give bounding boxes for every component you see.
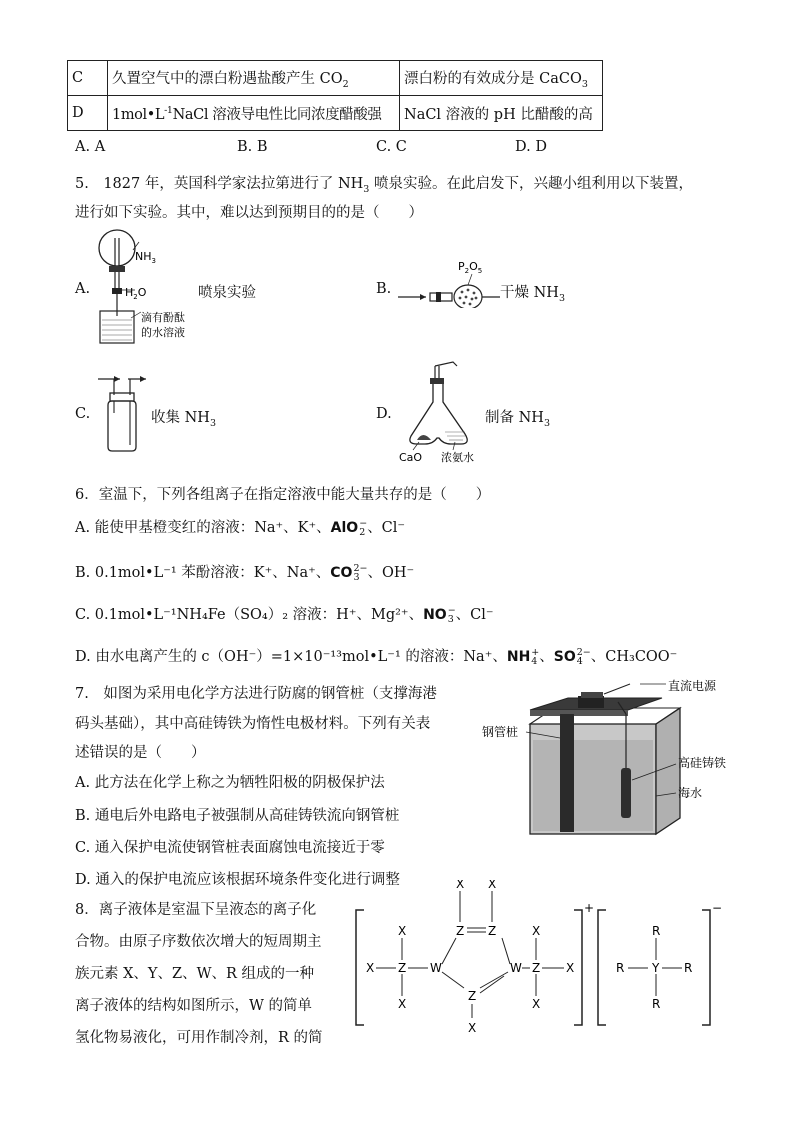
q5-option-c-label[interactable]: C. [75, 406, 91, 422]
solution-label-1: 滴有酚酞 [141, 311, 185, 324]
q8-stem-line3: 族元素 X、Y、Z、W、R 组成的一种 [75, 966, 315, 982]
q5-option-b-label[interactable]: B. [376, 281, 392, 297]
q6-option-d[interactable]: D. 由水电离产生的 c（OH⁻）=1×10⁻¹³mol•L⁻¹ 的溶液：Na⁺、NH+ 4 、SO2− 4 、CH₃COO⁻ [75, 647, 678, 667]
solution-label-2: 的水溶液 [141, 326, 185, 339]
table-row [68, 96, 603, 131]
table-cell: $1mol•L^{-1}NaCl$ 溶液导电性比同浓度醋酸强 [108, 96, 400, 131]
atom-w: W [430, 961, 442, 975]
table-row [68, 61, 603, 96]
ionic-liquid-structure-figure [346, 880, 726, 1040]
atom-x: X [456, 880, 465, 891]
cathodic-protection-figure [478, 672, 750, 840]
atom-w: W [510, 961, 522, 975]
q6-option-c[interactable]: C. 0.1mol•L⁻¹NH₄Fe（SO₄）₂ 溶液：H⁺、Mg²⁺、NO− 3 、Cl⁻ [75, 605, 494, 625]
atom-x: X [532, 997, 541, 1011]
q8-stem-line5: 氢化物易液化，可用作制冷剂，R 的简 [75, 1030, 323, 1046]
answer-table [67, 60, 603, 131]
h2o-label: $H_2O$ [125, 286, 147, 301]
q7-option-c[interactable]: C. 通入保护电流使钢管桩表面腐蚀电流接近于零 [75, 840, 385, 856]
atom-y: Y [652, 961, 660, 975]
q5-stem-line1: 5. 1827 年，英国科学家法拉第进行了 $NH_3$ 喷泉实验。在此启发下，兴趣小组利用以下装置， [75, 176, 693, 195]
q8-stem-line1: 8．离子液体是室温下呈液态的离子化 [75, 902, 317, 918]
q5-a-caption: 喷泉实验 [198, 285, 256, 301]
drying-tube-figure [396, 256, 506, 308]
q5-b-caption: 干燥 $NH_3$ [500, 285, 565, 304]
seawater-label: 海水 [678, 786, 703, 800]
q5-option-a-label[interactable]: A. [75, 281, 91, 297]
q5-option-d-label[interactable]: D. [376, 406, 392, 422]
table-cell: C [68, 61, 108, 96]
atom-r: R [652, 924, 661, 938]
atom-x: X [468, 1021, 477, 1035]
table-cell: NaCl 溶液的 pH 比醋酸的高 [400, 96, 603, 131]
q4-option-a[interactable]: A. A [75, 139, 106, 155]
q4-option-c[interactable]: C. C [376, 139, 407, 155]
atom-x: X [398, 997, 407, 1011]
table-cell: 久置空气中的漂白粉遇盐酸产生 $CO_2$ [108, 61, 400, 96]
q7-stem-line2: 码头基础），其中高硅铸铁为惰性电极材料。下列有关表 [75, 716, 431, 732]
fountain-apparatus-figure [95, 226, 205, 348]
atom-x: X [366, 961, 375, 975]
q6-option-a[interactable]: A. 能使甲基橙变红的溶液：Na⁺、K⁺、AlO− 2 、Cl⁻ [75, 518, 406, 538]
cation-charge: + [584, 901, 595, 915]
q7-stem-line1: 7. 如图为采用电化学方法进行防腐的钢管桩（支撑海港 [75, 686, 437, 702]
atom-r: R [684, 961, 693, 975]
q5-stem-line2: 进行如下实验。其中，难以达到预期目的的是（ ） [75, 205, 423, 221]
anion-charge: − [712, 901, 723, 915]
q5-d-caption: 制备 $NH_3$ [485, 410, 550, 429]
atom-z: Z [456, 924, 465, 938]
q4-option-b[interactable]: B. B [237, 139, 268, 155]
dc-power-label: 直流电源 [668, 679, 717, 693]
atom-x: X [532, 924, 541, 938]
nh3-label: $NH_3$ [135, 250, 156, 265]
q7-option-d[interactable]: D. 通入的保护电流应该根据环境条件变化进行调整 [75, 872, 400, 888]
q7-option-a[interactable]: A. 此方法在化学上称之为牺牲阳极的阴极保护法 [75, 775, 385, 791]
si-iron-label: 高硅铸铁 [678, 756, 727, 770]
gas-collection-bottle-figure [92, 375, 152, 453]
atom-z: Z [468, 989, 477, 1003]
table-cell: 漂白粉的有效成分是 CaCO$_3$ [400, 61, 603, 96]
atom-z: Z [488, 924, 497, 938]
steel-pile-label: 钢管桩 [482, 725, 519, 739]
table-cell: D [68, 96, 108, 131]
q6-option-b[interactable]: B. 0.1mol•L⁻¹ 苯酚溶液：K⁺、Na⁺、CO2− 3 、OH⁻ [75, 563, 415, 583]
atom-z: Z [398, 961, 407, 975]
atom-r: R [616, 961, 625, 975]
atom-r: R [652, 997, 661, 1011]
q5-c-caption: 收集 $NH_3$ [151, 410, 216, 429]
q8-stem-line4: 离子液体的结构如图所示，W 的简单 [75, 998, 313, 1014]
atom-z: Z [532, 961, 541, 975]
q8-stem-line2: 合物。由原子序数依次增大的短周期主 [75, 934, 322, 950]
atom-x: X [488, 880, 497, 891]
q7-stem-line3: 述错误的是（ ） [75, 745, 206, 761]
q7-option-b[interactable]: B. 通电后外电路电子被强制从高硅铸铁流向钢管桩 [75, 808, 400, 824]
p2o5-label: $P_2O_5$ [458, 260, 483, 275]
atom-x: X [566, 961, 575, 975]
atom-x: X [398, 924, 407, 938]
cao-label: CaO [399, 451, 423, 464]
q4-option-d[interactable]: D. D [515, 139, 547, 155]
q6-stem: 6．室温下，下列各组离子在指定溶液中能大量共存的是（ ） [75, 487, 491, 503]
ammonia-generation-figure [395, 358, 495, 466]
ammonia-label: 浓氨水 [441, 451, 474, 464]
